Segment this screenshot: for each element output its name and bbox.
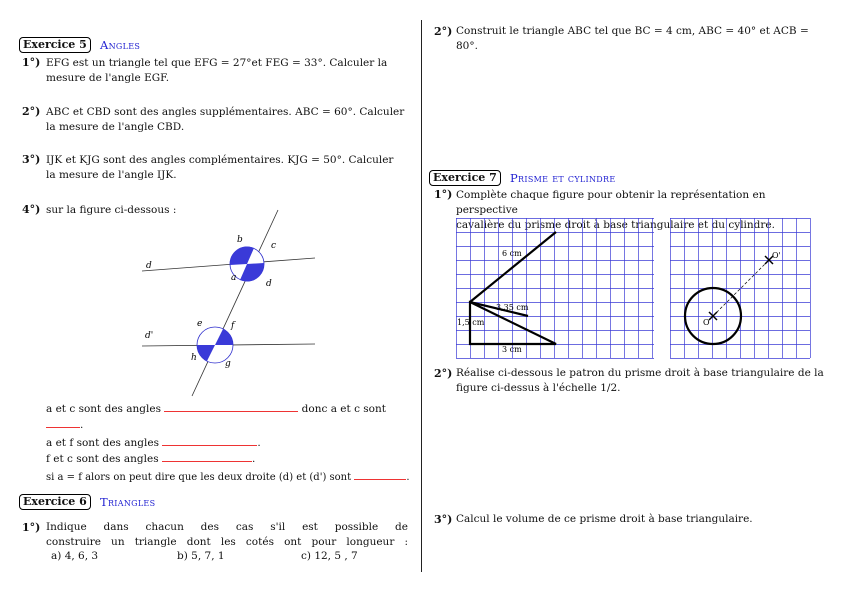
blank-1[interactable] (164, 411, 298, 412)
q2-number: 2°) (22, 105, 41, 118)
label-o: O (703, 318, 710, 327)
fill-line-1: a et c sont des angles donc a et c sont (46, 403, 386, 415)
angle-d: d (266, 279, 272, 289)
blank-2[interactable] (46, 427, 80, 428)
label-d: d (146, 261, 152, 271)
axis-oo (713, 260, 769, 316)
prism-label-335cm: 3,35 cm (496, 303, 529, 312)
blank-3[interactable] (162, 445, 257, 446)
label-d-prime: d' (145, 331, 154, 341)
q2-text: ABC et CBD sont des angles supplémentaires. ABC = 60°. Calculer la mesure de l'angle CBD. (46, 106, 405, 133)
exercise-5-title: Angles (100, 38, 141, 52)
line-d (142, 258, 315, 271)
exercise-6-badge: Exercice 6 (19, 494, 91, 510)
fill-line-4: f et c sont des angles . (46, 453, 256, 465)
fill-line-3: a et f sont des angles . (46, 437, 261, 449)
q1-number: 1°) (22, 56, 41, 69)
ex7-q1-text: Complète chaque figure pour obtenir la représentation en perspective cavalière du prisme droit à base triangulaire et du cylindre. (456, 189, 775, 231)
ex7-q1-number: 1°) (434, 188, 453, 201)
fill-line-5: si a = f alors on peut dire que les deux droite (d) et (d') sont . (46, 472, 410, 483)
prism-label-3cm: 3 cm (502, 345, 522, 354)
q1-text: EFG est un triangle tel que EFG = 27°et FEG = 33°. Calculer la mesure de l'angle EGF. (46, 57, 388, 84)
ex6-q1-line2: construire un triangle dont les cotés ont pour longueur : (46, 536, 408, 548)
angle-g: g (225, 359, 231, 369)
prism-grid (456, 218, 656, 360)
column-separator (421, 20, 422, 572)
prism-label-6cm: 6 cm (502, 249, 522, 258)
right-q2-number: 2°) (434, 25, 453, 38)
exercise-5-badge: Exercice 5 (19, 37, 91, 53)
fill-line-2: . (46, 418, 83, 433)
ex7-q3-text: Calcul le volume de ce prisme droit à base triangulaire. (456, 513, 753, 525)
q3-number: 3°) (22, 153, 41, 166)
angle-h: h (191, 353, 197, 363)
angle-c: c (271, 241, 277, 251)
exercise-6-title: Triangles (100, 495, 156, 509)
label-o-prime: O' (772, 251, 781, 260)
option-a: a) 4, 6, 3 (51, 550, 99, 562)
angle-f: f (231, 321, 235, 331)
prism-edge-top (470, 232, 556, 302)
option-c: c) 12, 5 , 7 (301, 550, 358, 562)
transversal (192, 210, 278, 396)
angle-a: a (231, 273, 237, 283)
prism-label-15cm: 1,5 cm (457, 318, 485, 327)
right-q2-text: Construit le triangle ABC tel que BC = 4 cm, ABC = 40° et ACB = 80°. (456, 25, 809, 52)
ex7-q2-number: 2°) (434, 367, 453, 380)
q4-text: sur la figure ci-dessous : (46, 204, 177, 216)
q3-text: IJK et KJG sont des angles complémentaires. KJG = 50°. Calculer la mesure de l'angle IJK. (46, 154, 394, 181)
q4-number: 4°) (22, 203, 41, 216)
cylinder-grid (670, 218, 814, 360)
exercise-7-badge: Exercice 7 (429, 170, 501, 186)
ex6-q1-line1: Indique dans chacun des cas s'il est possible de (46, 521, 408, 533)
angle-b: b (237, 235, 243, 245)
option-b: b) 5, 7, 1 (177, 550, 225, 562)
lower-angles (197, 327, 233, 363)
blank-4[interactable] (162, 461, 252, 462)
point-o-cross (709, 312, 717, 320)
blank-5[interactable] (354, 479, 406, 480)
ex7-q2-text: Réalise ci-dessous le patron du prisme droit à base triangulaire de la figure ci-dessus à l'échelle 1/2. (456, 367, 824, 394)
ex7-q3-number: 3°) (434, 513, 453, 526)
angle-e: e (197, 319, 203, 329)
ex6-q1-number: 1°) (22, 521, 41, 534)
exercise-7-title: Prisme et cylindre (510, 171, 616, 185)
angle-figure (140, 208, 320, 398)
